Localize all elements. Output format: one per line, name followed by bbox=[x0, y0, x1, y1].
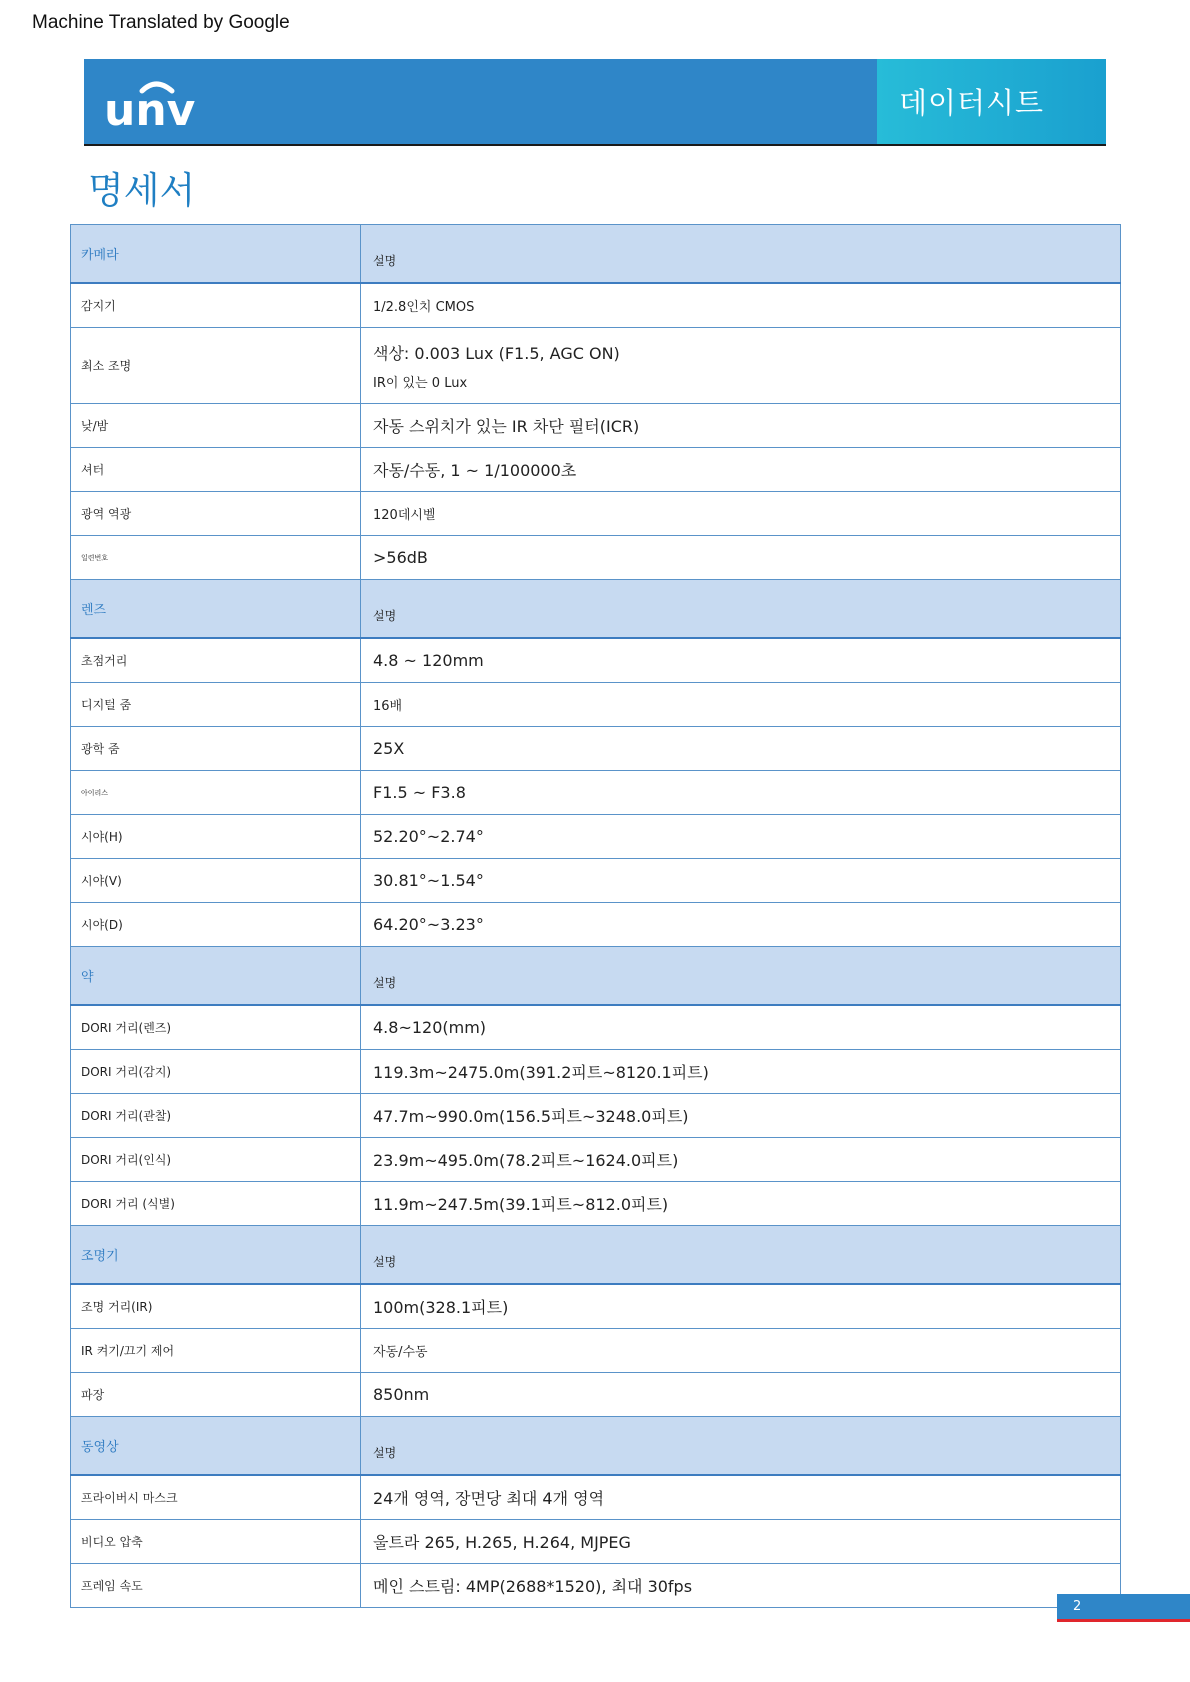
section-title: 렌즈 bbox=[71, 580, 361, 639]
section-header-video bbox=[71, 1417, 1121, 1476]
spec-label: 감지기 bbox=[71, 283, 361, 328]
unv-logo bbox=[102, 73, 212, 131]
spec-value: 메인 스트림: 4MP(2688*1520), 최대 30fps bbox=[361, 1564, 1121, 1608]
table-row bbox=[71, 283, 1121, 328]
section-title: 카메라 bbox=[71, 225, 361, 284]
page-number: 2 bbox=[1057, 1594, 1190, 1622]
table-row bbox=[71, 1373, 1121, 1417]
table-row bbox=[71, 1094, 1121, 1138]
spec-value: 자동/수동, 1 ~ 1/100000초 bbox=[361, 448, 1121, 492]
table-row bbox=[71, 328, 1121, 404]
table-row bbox=[71, 1520, 1121, 1564]
spec-label: DORI 거리(관찰) bbox=[71, 1094, 361, 1138]
spec-label: 셔터 bbox=[71, 448, 361, 492]
spec-label: 광역 역광 bbox=[71, 492, 361, 536]
spec-value: 24개 영역, 장면당 최대 4개 영역 bbox=[361, 1475, 1121, 1520]
table-row bbox=[71, 1564, 1121, 1608]
spec-label: DORI 거리 (식별) bbox=[71, 1182, 361, 1226]
spec-label: 파장 bbox=[71, 1373, 361, 1417]
section-desc-header: 설명 bbox=[361, 1417, 1121, 1476]
section-desc-header: 설명 bbox=[361, 225, 1121, 284]
section-header-dori bbox=[71, 947, 1121, 1006]
table-row bbox=[71, 492, 1121, 536]
table-row bbox=[71, 1329, 1121, 1373]
spec-value: 4.8 ~ 120mm bbox=[361, 638, 1121, 683]
spec-value: 25X bbox=[361, 727, 1121, 771]
spec-value: 11.9m~247.5m(39.1피트~812.0피트) bbox=[361, 1182, 1121, 1226]
spec-value: 4.8~120(mm) bbox=[361, 1005, 1121, 1050]
spec-value: 색상: 0.003 Lux (F1.5, AGC ON) bbox=[373, 343, 620, 363]
page-title: 명세서 bbox=[88, 169, 196, 212]
spec-label: 일련번호 bbox=[71, 536, 361, 580]
spec-label: 프레임 속도 bbox=[71, 1564, 361, 1608]
datasheet-label: 데이터시트 bbox=[899, 86, 1045, 120]
section-desc-header: 설명 bbox=[361, 947, 1121, 1006]
table-row bbox=[71, 1475, 1121, 1520]
table-row bbox=[71, 448, 1121, 492]
table-row bbox=[71, 859, 1121, 903]
spec-value: 64.20°~3.23° bbox=[361, 903, 1121, 947]
table-row bbox=[71, 536, 1121, 580]
table-row bbox=[71, 1284, 1121, 1329]
spec-label: 광학 줌 bbox=[71, 727, 361, 771]
spec-label: 비디오 압축 bbox=[71, 1520, 361, 1564]
table-row bbox=[71, 1050, 1121, 1094]
section-header-illuminator bbox=[71, 1226, 1121, 1285]
spec-label: 낮/밤 bbox=[71, 404, 361, 448]
section-desc-header: 설명 bbox=[361, 1226, 1121, 1285]
spec-value: 1/2.8인치 CMOS bbox=[361, 283, 1121, 328]
spec-label: 시야(D) bbox=[71, 903, 361, 947]
spec-label: 아이리스 bbox=[71, 771, 361, 815]
spec-value: 자동/수동 bbox=[361, 1329, 1121, 1373]
spec-value: 30.81°~1.54° bbox=[361, 859, 1121, 903]
table-row bbox=[71, 683, 1121, 727]
table-row bbox=[71, 638, 1121, 683]
table-row bbox=[71, 727, 1121, 771]
unv-logo-text: unv bbox=[104, 85, 196, 131]
spec-label: 시야(H) bbox=[71, 815, 361, 859]
spec-label: DORI 거리(감지) bbox=[71, 1050, 361, 1094]
spec-value: 47.7m~990.0m(156.5피트~3248.0피트) bbox=[361, 1094, 1121, 1138]
datasheet-header bbox=[84, 59, 1106, 146]
section-title: 동영상 bbox=[71, 1417, 361, 1476]
spec-value: 울트라 265, H.265, H.264, MJPEG bbox=[361, 1520, 1121, 1564]
spec-label: 디지털 줌 bbox=[71, 683, 361, 727]
spec-label: 초점거리 bbox=[71, 638, 361, 683]
spec-label: 최소 조명 bbox=[71, 328, 361, 404]
spec-value: >56dB bbox=[361, 536, 1121, 580]
spec-value: 119.3m~2475.0m(391.2피트~8120.1피트) bbox=[361, 1050, 1121, 1094]
spec-table bbox=[70, 224, 1121, 1608]
spec-label: 프라이버시 마스크 bbox=[71, 1475, 361, 1520]
spec-value-secondary: IR이 있는 0 Lux bbox=[373, 375, 468, 391]
spec-value: F1.5 ~ F3.8 bbox=[361, 771, 1121, 815]
section-header-camera bbox=[71, 225, 1121, 284]
table-row bbox=[71, 771, 1121, 815]
spec-label: DORI 거리(인식) bbox=[71, 1138, 361, 1182]
spec-value: 자동 스위치가 있는 IR 차단 필터(ICR) bbox=[361, 404, 1121, 448]
spec-label: IR 켜기/끄기 제어 bbox=[71, 1329, 361, 1373]
table-row bbox=[71, 404, 1121, 448]
section-desc-header: 설명 bbox=[361, 580, 1121, 639]
table-row bbox=[71, 1005, 1121, 1050]
spec-label: 시야(V) bbox=[71, 859, 361, 903]
table-row bbox=[71, 903, 1121, 947]
section-title: 조명기 bbox=[71, 1226, 361, 1285]
section-title: 약 bbox=[71, 947, 361, 1006]
spec-value: 850nm bbox=[361, 1373, 1121, 1417]
table-row bbox=[71, 815, 1121, 859]
spec-value: 16배 bbox=[361, 683, 1121, 727]
header-brand-bar bbox=[84, 59, 877, 144]
section-header-lens bbox=[71, 580, 1121, 639]
spec-value: 120데시벨 bbox=[361, 492, 1121, 536]
spec-value: 52.20°~2.74° bbox=[361, 815, 1121, 859]
table-row bbox=[71, 1138, 1121, 1182]
spec-value: 100m(328.1피트) bbox=[361, 1284, 1121, 1329]
table-row bbox=[71, 1182, 1121, 1226]
machine-translation-note: Machine Translated by Google bbox=[32, 12, 290, 33]
spec-label: DORI 거리(렌즈) bbox=[71, 1005, 361, 1050]
spec-value: 23.9m~495.0m(78.2피트~1624.0피트) bbox=[361, 1138, 1121, 1182]
header-label-box bbox=[877, 59, 1106, 144]
spec-value-cell bbox=[361, 328, 1121, 404]
spec-label: 조명 거리(IR) bbox=[71, 1284, 361, 1329]
